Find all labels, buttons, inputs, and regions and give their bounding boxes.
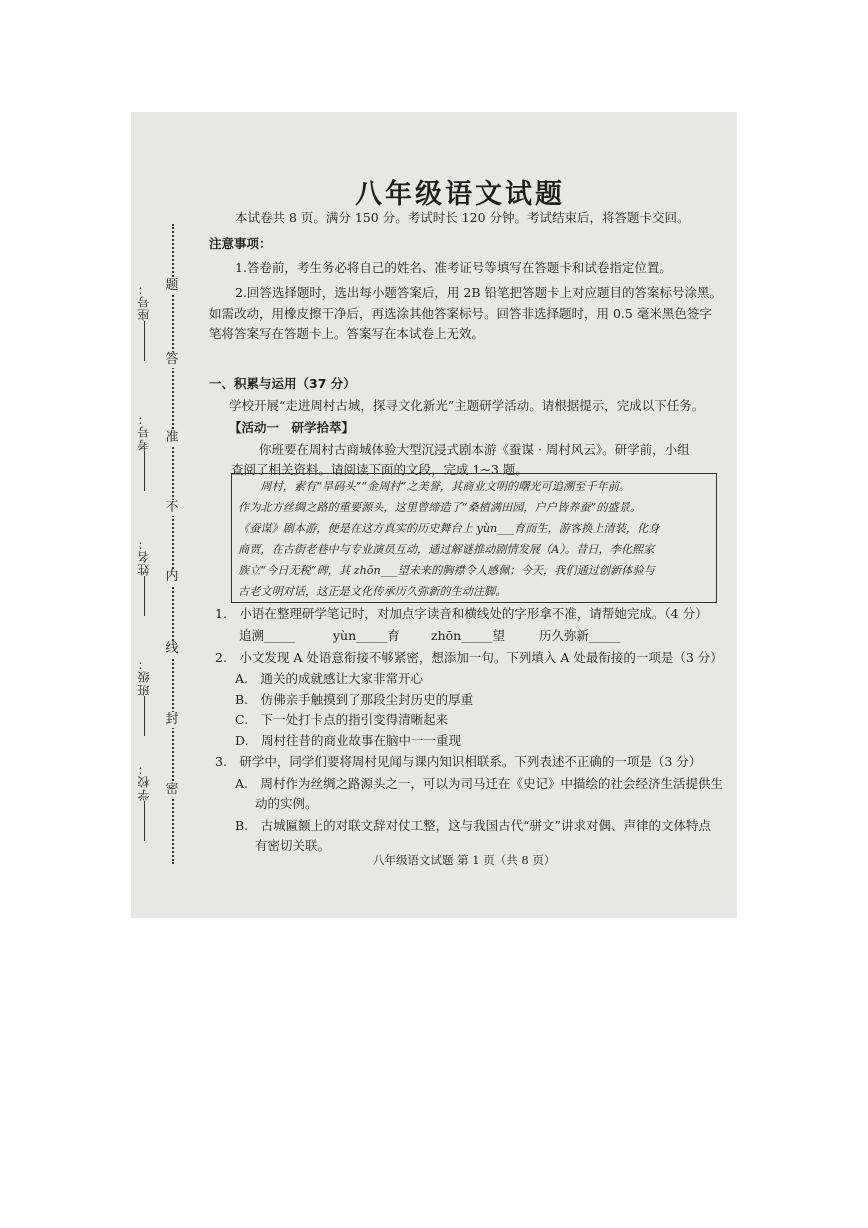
page-footer: 八年级语文试题 第 1 页（共 8 页） — [373, 853, 556, 867]
seal-char: 答 — [165, 352, 179, 367]
passage-line: 周村，素有“旱码头”“金周村”之美誉，其商业文明的曙光可追溯至千年前。 — [260, 480, 631, 493]
q3-option[interactable]: A. 周村作为丝绸之路源头之一，可以为司马迁在《史记》中描绘的社会经济生活提供生 — [235, 776, 724, 791]
exam-number-field[interactable]: 考号： — [135, 412, 152, 491]
q3-option[interactable]: B. 古城匾额上的对联文辞对仗工整，这与我国古代“骈文”讲求对偶、声律的文体特点 — [235, 818, 711, 833]
q2-option[interactable]: B. 仿佛亲手触摸到了那段尘封历史的厚重 — [235, 692, 474, 707]
q3-option-cont: 有密切关联。 — [255, 838, 331, 853]
passage-line: 族立“今日无税”碑，其 zhōn___望未来的胸襟令人感佩；今天，我们通过创新体验与 — [238, 564, 655, 577]
q2-option[interactable]: D. 周村往昔的商业故事在脑中一一重现 — [235, 733, 462, 748]
reading-passage — [231, 473, 717, 603]
seal-dotted-line — [172, 224, 174, 864]
notice-line: 2.回答选择题时，选出每小题答案后，用 2B 铅笔把答题卡上对应题目的答案标号涂黑。 — [235, 285, 723, 300]
activity-text: 你班要在周村古商城体验大型沉浸式剧本游《蚕谋 · 周村风云》。研学前，小组 — [259, 442, 690, 457]
passage-line: 《蚕谋》剧本游，便是在这方真实的历史舞台上 yùn___育而生，游客换上清装，化身 — [238, 522, 660, 535]
notice-heading: 注意事项： — [209, 236, 272, 251]
page-title: 八年级语文试题 — [355, 179, 565, 210]
seal-char: 准 — [165, 430, 179, 445]
seal-char: 不 — [165, 500, 179, 515]
notice-line: 笔将答案写在答题卡上。答案写在本试卷上无效。 — [209, 326, 485, 341]
school-field[interactable]: 学校： — [135, 762, 152, 841]
name-field[interactable]: 姓名： — [135, 537, 152, 616]
class-field[interactable]: 班级： — [135, 657, 152, 736]
activity-text: 查阅了相关资料。请阅读下面的文段，完成 1~3 题。 — [231, 462, 528, 477]
question-3-stem: 3. 研学中，同学们要将周村见闻与课内知识相联系。下列表述不正确的一项是（3 分） — [215, 754, 702, 769]
passage-line: 古老文明对话，这正是文化传承历久弥新的生动注脚。 — [238, 585, 507, 598]
question-1-stem: 1. 小语在整理研学笔记时，对加点字读音和横线处的字形拿不准，请帮她完成。（4 分） — [215, 606, 708, 621]
q1-blank-item[interactable]: 历久弥新_____ — [539, 628, 621, 643]
passage-line: 作为北方丝绸之路的重要源头，这里曾缔造了“桑植满田园，户户皆养蚕”的盛景。 — [238, 501, 642, 514]
notice-line: 如需改动，用橡皮擦干净后，再选涂其他答案标号。回答非选择题时，用 0.5 毫米黑色签字 — [209, 306, 712, 321]
notice-line: 1.答卷前，考生务必将自己的姓名、准考证号等填写在答题卡和试卷指定位置。 — [235, 260, 672, 275]
section-intro: 学校开展“走进周村古城，探寻文化新光”主题研学活动。请根据提示，完成以下任务。 — [229, 398, 705, 413]
seat-field[interactable]: 座号： — [135, 282, 152, 361]
seal-char: 题 — [165, 278, 179, 293]
question-2-stem: 2. 小文发现 A 处语意衔接不够紧密，想添加一句。下列填入 A 处最衔接的一项是（3 分） — [215, 650, 723, 665]
section-heading: 一、积累与运用（37 分） — [209, 376, 356, 391]
passage-line: 商贾，在古街老巷中与专业演员互动，通过解谜推动剧情发展（A）。昔日，李化熙家 — [238, 543, 655, 556]
q1-blank-item[interactable]: zhōn_____望 — [431, 628, 505, 643]
seal-char: 密 — [165, 782, 179, 797]
q3-option-cont: 动的实例。 — [255, 796, 318, 811]
q1-blank-item[interactable]: 追溯_____ — [239, 628, 296, 643]
exam-page — [131, 112, 737, 918]
seal-char: 线 — [165, 641, 179, 656]
q1-blank-item[interactable]: yùn_____育 — [333, 628, 400, 643]
activity-heading: 【活动一 研学拾萃】 — [229, 420, 355, 435]
seal-char: 封 — [165, 712, 179, 727]
q2-option[interactable]: A. 通关的成就感让大家非常开心 — [235, 671, 424, 686]
exam-intro: 本试卷共 8 页。满分 150 分。考试时长 120 分钟。考试结束后，将答题卡交回。 — [235, 210, 690, 225]
binding-margin — [131, 112, 201, 918]
seal-char: 内 — [165, 569, 179, 584]
q2-option[interactable]: C. 下一处打卡点的指引变得清晰起来 — [235, 712, 449, 727]
